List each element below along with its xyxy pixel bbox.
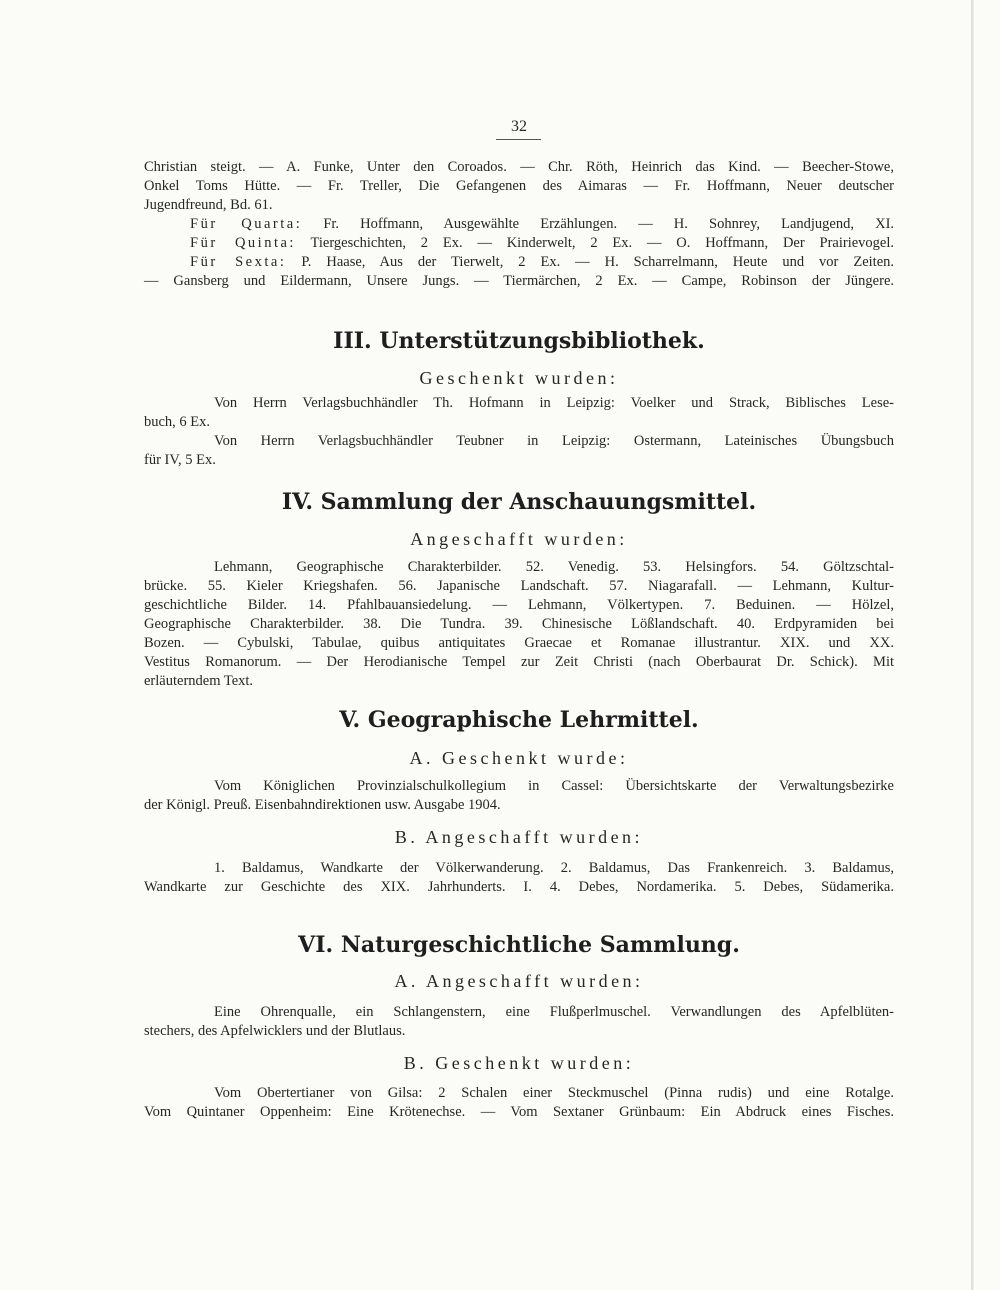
text-line: 1. Baldamus, Wandkarte der Völkerwanderung. 2. Baldamus, Das Frankenreich. 3. Baldamus,	[214, 860, 894, 876]
page-number: 32	[511, 118, 527, 135]
subheading: A. Geschenkt wurde:	[409, 748, 629, 768]
text-line: stechers, des Apfelwicklers und der Blutlaus.	[144, 1023, 406, 1039]
section-iv-body	[144, 558, 894, 691]
text-line: brücke. 55. Kieler Kriegshafen. 56. Japanische Landschaft. 57. Niagarafall. — Lehmann, Kultur-	[144, 578, 894, 594]
subheading: B. Geschenkt wurden:	[403, 1053, 635, 1073]
intro-block	[144, 158, 894, 291]
text-line: geschichtliche Bilder. 14. Pfahlbauansiedelung. — Lehmann, Völkertypen. 7. Beduinen. — Hölzel,	[144, 597, 894, 613]
text-line: Bozen. — Cybulski, Tabulae, quibus antiquitates Graecae et Romanae illustrantur. XIX. und XX.	[144, 635, 894, 651]
text-line: Eine Ohrenqualle, ein Schlangenstern, eine Flußperlmuschel. Verwandlungen des Apfelblüten-	[214, 1004, 894, 1020]
sexta-label: Für Sexta:	[190, 254, 287, 270]
quarta-line	[144, 215, 894, 234]
text-line: buch, 6 Ex.	[144, 414, 211, 430]
subheading: B. Angeschafft wurden:	[394, 827, 644, 847]
text-line: Jugendfreund, Bd. 61.	[144, 197, 273, 213]
text-line: für IV, 5 Ex.	[144, 452, 216, 468]
sexta-text: P. Haase, Aus der Tierwelt, 2 Ex. — H. Scharrelmann, Heute und vor Zeiten.	[301, 254, 895, 270]
subheading: Geschenkt wurden:	[419, 368, 619, 388]
section-iii-body	[144, 394, 894, 470]
section-heading-vi: VI. Naturgeschichtliche Sammlung.	[298, 932, 740, 958]
text-line: Vom Quintaner Oppenheim: Eine Krötenechse. — Vom Sextaner Grünbaum: Ein Abdruck eines Fisches.	[144, 1104, 894, 1120]
text-line: Onkel Toms Hütte. — Fr. Treller, Die Gefangenen des Aimaras — Fr. Hoffmann, Neuer deutscher	[144, 178, 894, 194]
text-line: erläuterndem Text.	[144, 673, 254, 689]
section-v-b-body	[144, 859, 894, 897]
section-heading-iii: III. Unterstützungsbibliothek.	[333, 328, 705, 354]
text-line: Christian steigt. — A. Funke, Unter den Coroados. — Chr. Röth, Heinrich das Kind. — Beecher-Stowe,	[144, 159, 894, 175]
text-line: Vom Obertertianer von Gilsa: 2 Schalen einer Steckmuschel (Pinna rudis) und eine Rotalge.	[214, 1085, 894, 1101]
section-heading-iv: IV. Sammlung der Anschauungsmittel.	[281, 489, 757, 515]
page-number-rule	[496, 139, 541, 140]
quinta-line	[144, 234, 894, 253]
text-line: Von Herrn Verlagsbuchhändler Th. Hofmann in Leipzig: Voelker und Strack, Biblisches Lese-	[214, 395, 894, 411]
quinta-text: Tiergeschichten, 2 Ex. — Kinderwelt, 2 Ex. — O. Hoffmann, Der Prairievogel.	[310, 235, 894, 251]
quinta-label: Für Quinta:	[190, 235, 296, 251]
quarta-text: Fr. Hoffmann, Ausgewählte Erzählungen. — H. Sohnrey, Landjugend, XI.	[323, 216, 895, 232]
text-line: Lehmann, Geographische Charakterbilder. 52. Venedig. 53. Helsingfors. 54. Göltzschtal-	[214, 559, 894, 575]
section-v-a-body	[144, 777, 894, 815]
text-line: — Gansberg und Eildermann, Unsere Jungs. — Tiermärchen, 2 Ex. — Campe, Robinson der Jüngere.	[144, 273, 894, 289]
subheading: A. Angeschafft wurden:	[394, 971, 644, 991]
sexta-line	[144, 253, 894, 272]
text-line: Wandkarte zur Geschichte des XIX. Jahrhunderts. I. 4. Debes, Nordamerika. 5. Debes, Südamerika.	[144, 879, 894, 895]
section-heading-v: V. Geographische Lehrmittel.	[339, 707, 699, 733]
text-line: Vestitus Romanorum. — Der Herodianische Tempel zur Zeit Christi (nach Oberbaurat Dr. Schick). Mit	[144, 654, 894, 670]
section-vi-a-body	[144, 1003, 894, 1041]
quarta-label: Für Quarta:	[190, 216, 303, 232]
page-edge-shadow	[971, 0, 974, 1290]
section-vi-b-body	[144, 1084, 894, 1122]
subheading: Angeschafft wurden:	[410, 529, 628, 549]
text-line: der Königl. Preuß. Eisenbahndirektionen usw. Ausgabe 1904.	[144, 797, 501, 813]
text-line: Geographische Charakterbilder. 38. Die Tundra. 39. Chinesische Lößlandschaft. 40. Erdpyramiden bei	[144, 616, 894, 632]
text-line: Von Herrn Verlagsbuchhändler Teubner in Leipzig: Ostermann, Lateinisches Übungsbuch	[214, 433, 894, 449]
text-line: Vom Königlichen Provinzialschulkollegium in Cassel: Übersichtskarte der Verwaltungsbezirke	[214, 778, 894, 794]
